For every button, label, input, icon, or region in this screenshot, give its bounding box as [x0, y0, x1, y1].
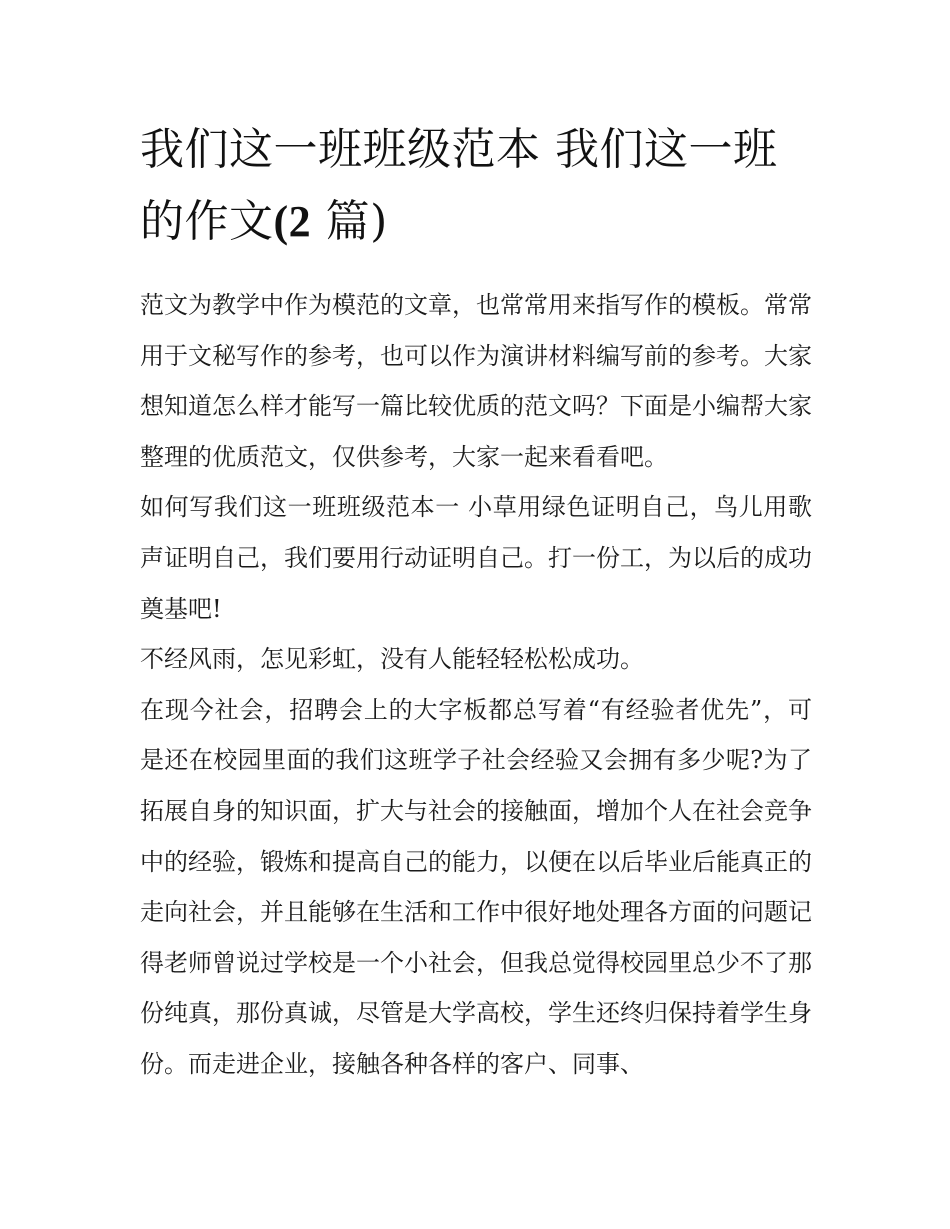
title-count: (2: [273, 197, 312, 246]
document-title: [140, 114, 820, 258]
paragraph-3: 在现今社会，招聘会上的大字板都总写着“有经验者优先”，可是还在校园里面的我们这班学子社会经验又会拥有多少呢?为了拓展自身的知识面，扩大与社会的接触面，增加个人在社会竞争中的经验，锻炼和提高自己的能力，以便在以后毕业后能真正的走向社会，并且能够在生活和工作中很好地处理各方面的问题记得老师曾说过学校是一个小社会，但我总觉得校园里总少不了那份纯真，那份真诚，尽管是大学高校，学生还终归保持着学生身份。而走进企业，接触各种各样的客户、同事、: [140, 695, 812, 1078]
document-body: [140, 280, 812, 1090]
paragraph-intro: 范文为教学中作为模范的文章，也常常用来指写作的模板。常常用于文秘写作的参考，也可以作为演讲材料编写前的参考。大家想知道怎么样才能写一篇比较优质的范文吗？下面是小编帮大家整理的优质范文，仅供参考，大家一起来看看吧。: [140, 291, 812, 471]
title-text: 我们这一班班级范本 我们这一班的作文: [140, 124, 778, 247]
title-suffix: 篇): [311, 196, 388, 247]
paragraph-1: 如何写我们这一班班级范本一 小草用绿色证明自己，鸟儿用歌声证明自己，我们要用行动证明自己。打一份工，为以后的成功奠基吧!: [140, 493, 812, 623]
paragraph-2: 不经风雨，怎见彩虹，没有人能轻轻松松成功。: [140, 645, 644, 674]
